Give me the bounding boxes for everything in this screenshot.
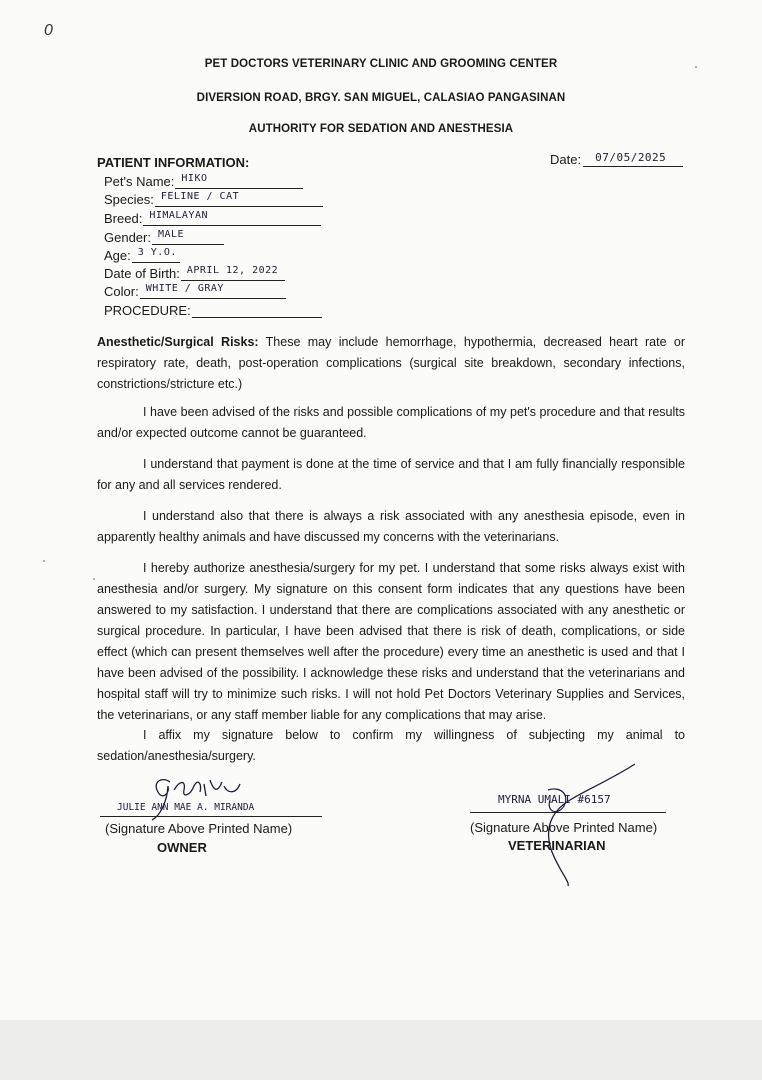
field-label: Pet's Name:	[104, 174, 175, 189]
field-label: PROCEDURE:	[104, 303, 191, 318]
vet-printed-name: MYRNA UMALI #6157	[498, 793, 611, 806]
field-value: FELINE / CAT	[160, 191, 240, 202]
owner-signature-line	[100, 816, 322, 817]
paragraph-anesthesia-risk: I understand also that there is always a risk associated with any anesthesia episode, even in apparently healthy animals and have discussed my concerns with the veterinarians.	[97, 509, 685, 544]
field-line	[143, 212, 321, 226]
date-field	[550, 152, 683, 167]
field-value: 3 Y.O.	[137, 247, 177, 258]
procedure-field	[104, 303, 322, 318]
field-line	[192, 304, 322, 318]
field-label: Color:	[104, 284, 139, 299]
field-value: HIKO	[181, 173, 208, 184]
owner-signature-icon	[140, 772, 250, 828]
scan-speck	[695, 66, 697, 68]
risks-heading: Anesthetic/Surgical Risks:	[97, 335, 259, 349]
field-value: WHITE / GRAY	[145, 283, 224, 294]
field-label: Age:	[104, 248, 131, 263]
patient-info-title: PATIENT INFORMATION:	[97, 155, 250, 170]
vet-signature-line	[470, 812, 666, 813]
form-title: AUTHORITY FOR SEDATION AND ANESTHESIA	[248, 123, 514, 135]
date-value: 07/05/2025	[595, 151, 667, 164]
field-value: HIMALAYAN	[149, 210, 208, 221]
date-of-birth-field	[104, 266, 285, 281]
species-field	[104, 192, 323, 207]
age-field	[104, 248, 180, 263]
field-line	[152, 231, 224, 245]
owner-role: OWNER	[157, 840, 207, 855]
paragraph-risks-advised: I have been advised of the risks and possible complications of my pet's procedure and that results and/or expected outcome cannot be guaranteed.	[97, 405, 685, 440]
field-value: APRIL 12, 2022	[186, 265, 279, 276]
scan-speck	[43, 560, 45, 562]
corner-mark: 0	[44, 22, 53, 39]
field-line	[132, 249, 180, 263]
breed-field	[104, 211, 321, 226]
scan-speck	[93, 578, 95, 580]
page-bottom-shadow	[0, 1020, 762, 1080]
field-line	[155, 193, 323, 207]
field-label: Date of Birth:	[104, 266, 180, 281]
field-label: Gender:	[104, 230, 151, 245]
field-label: Breed:	[104, 211, 143, 226]
date-label: Date:	[550, 152, 582, 167]
field-value: MALE	[157, 229, 185, 240]
date-line	[583, 152, 683, 167]
paragraph-authorization: I hereby authorize anesthesia/surgery for my pet. I understand that some risks always exist with anesthesia and/or surgery. My signature on this consent form indicates that any questions have been answered to my satisfaction. I understand that there are complications associated with any anesthetic or surgical procedure. In particular, I have been advised that there is risk of death, complications, or side effect (which can present themselves well after the procedure) every time an anesthetic is used and that I have been advised of the possibility. I acknowledge these risks and understand that the veterinarians and hospital staff will try to minimize such risks. I will not hold Pet Doctors Veterinary Supplies and Services, the veterinarians, or any staff member liable for any complications that may arise.	[97, 561, 685, 722]
field-line	[140, 285, 286, 299]
gender-field	[104, 230, 224, 245]
clinic-address: DIVERSION ROAD, BRGY. SAN MIGUEL, CALASIAO PANGASINAN	[196, 92, 566, 104]
paragraph-affix-signature: I affix my signature below to confirm my willingness of subjecting my animal to sedation/anesthesia/surgery.	[97, 728, 685, 763]
field-label: Species:	[104, 192, 154, 207]
field-line	[181, 267, 285, 281]
paragraph-payment: I understand that payment is done at the time of service and that I am fully financially responsible for any and all services rendered.	[97, 457, 685, 492]
vet-caption: (Signature Above Printed Name)	[470, 820, 658, 835]
clinic-name: PET DOCTORS VETERINARY CLINIC AND GROOMING CENTER	[204, 58, 558, 70]
vet-role: VETERINARIAN	[508, 838, 606, 853]
risks-paragraph	[97, 332, 685, 395]
field-line	[175, 175, 303, 189]
risks-text: These may include hemorrhage, hypothermia, decreased heart rate or respiratory rate, death, post-operation complications (surgical site breakdown, secondary infections, constrictions/stricture etc.)	[97, 335, 685, 391]
color-field	[104, 284, 286, 299]
owner-printed-name: JULIE ANN MAE A. MIRANDA	[117, 802, 255, 813]
owner-caption: (Signature Above Printed Name)	[105, 821, 293, 836]
pets-name-field	[104, 174, 303, 189]
